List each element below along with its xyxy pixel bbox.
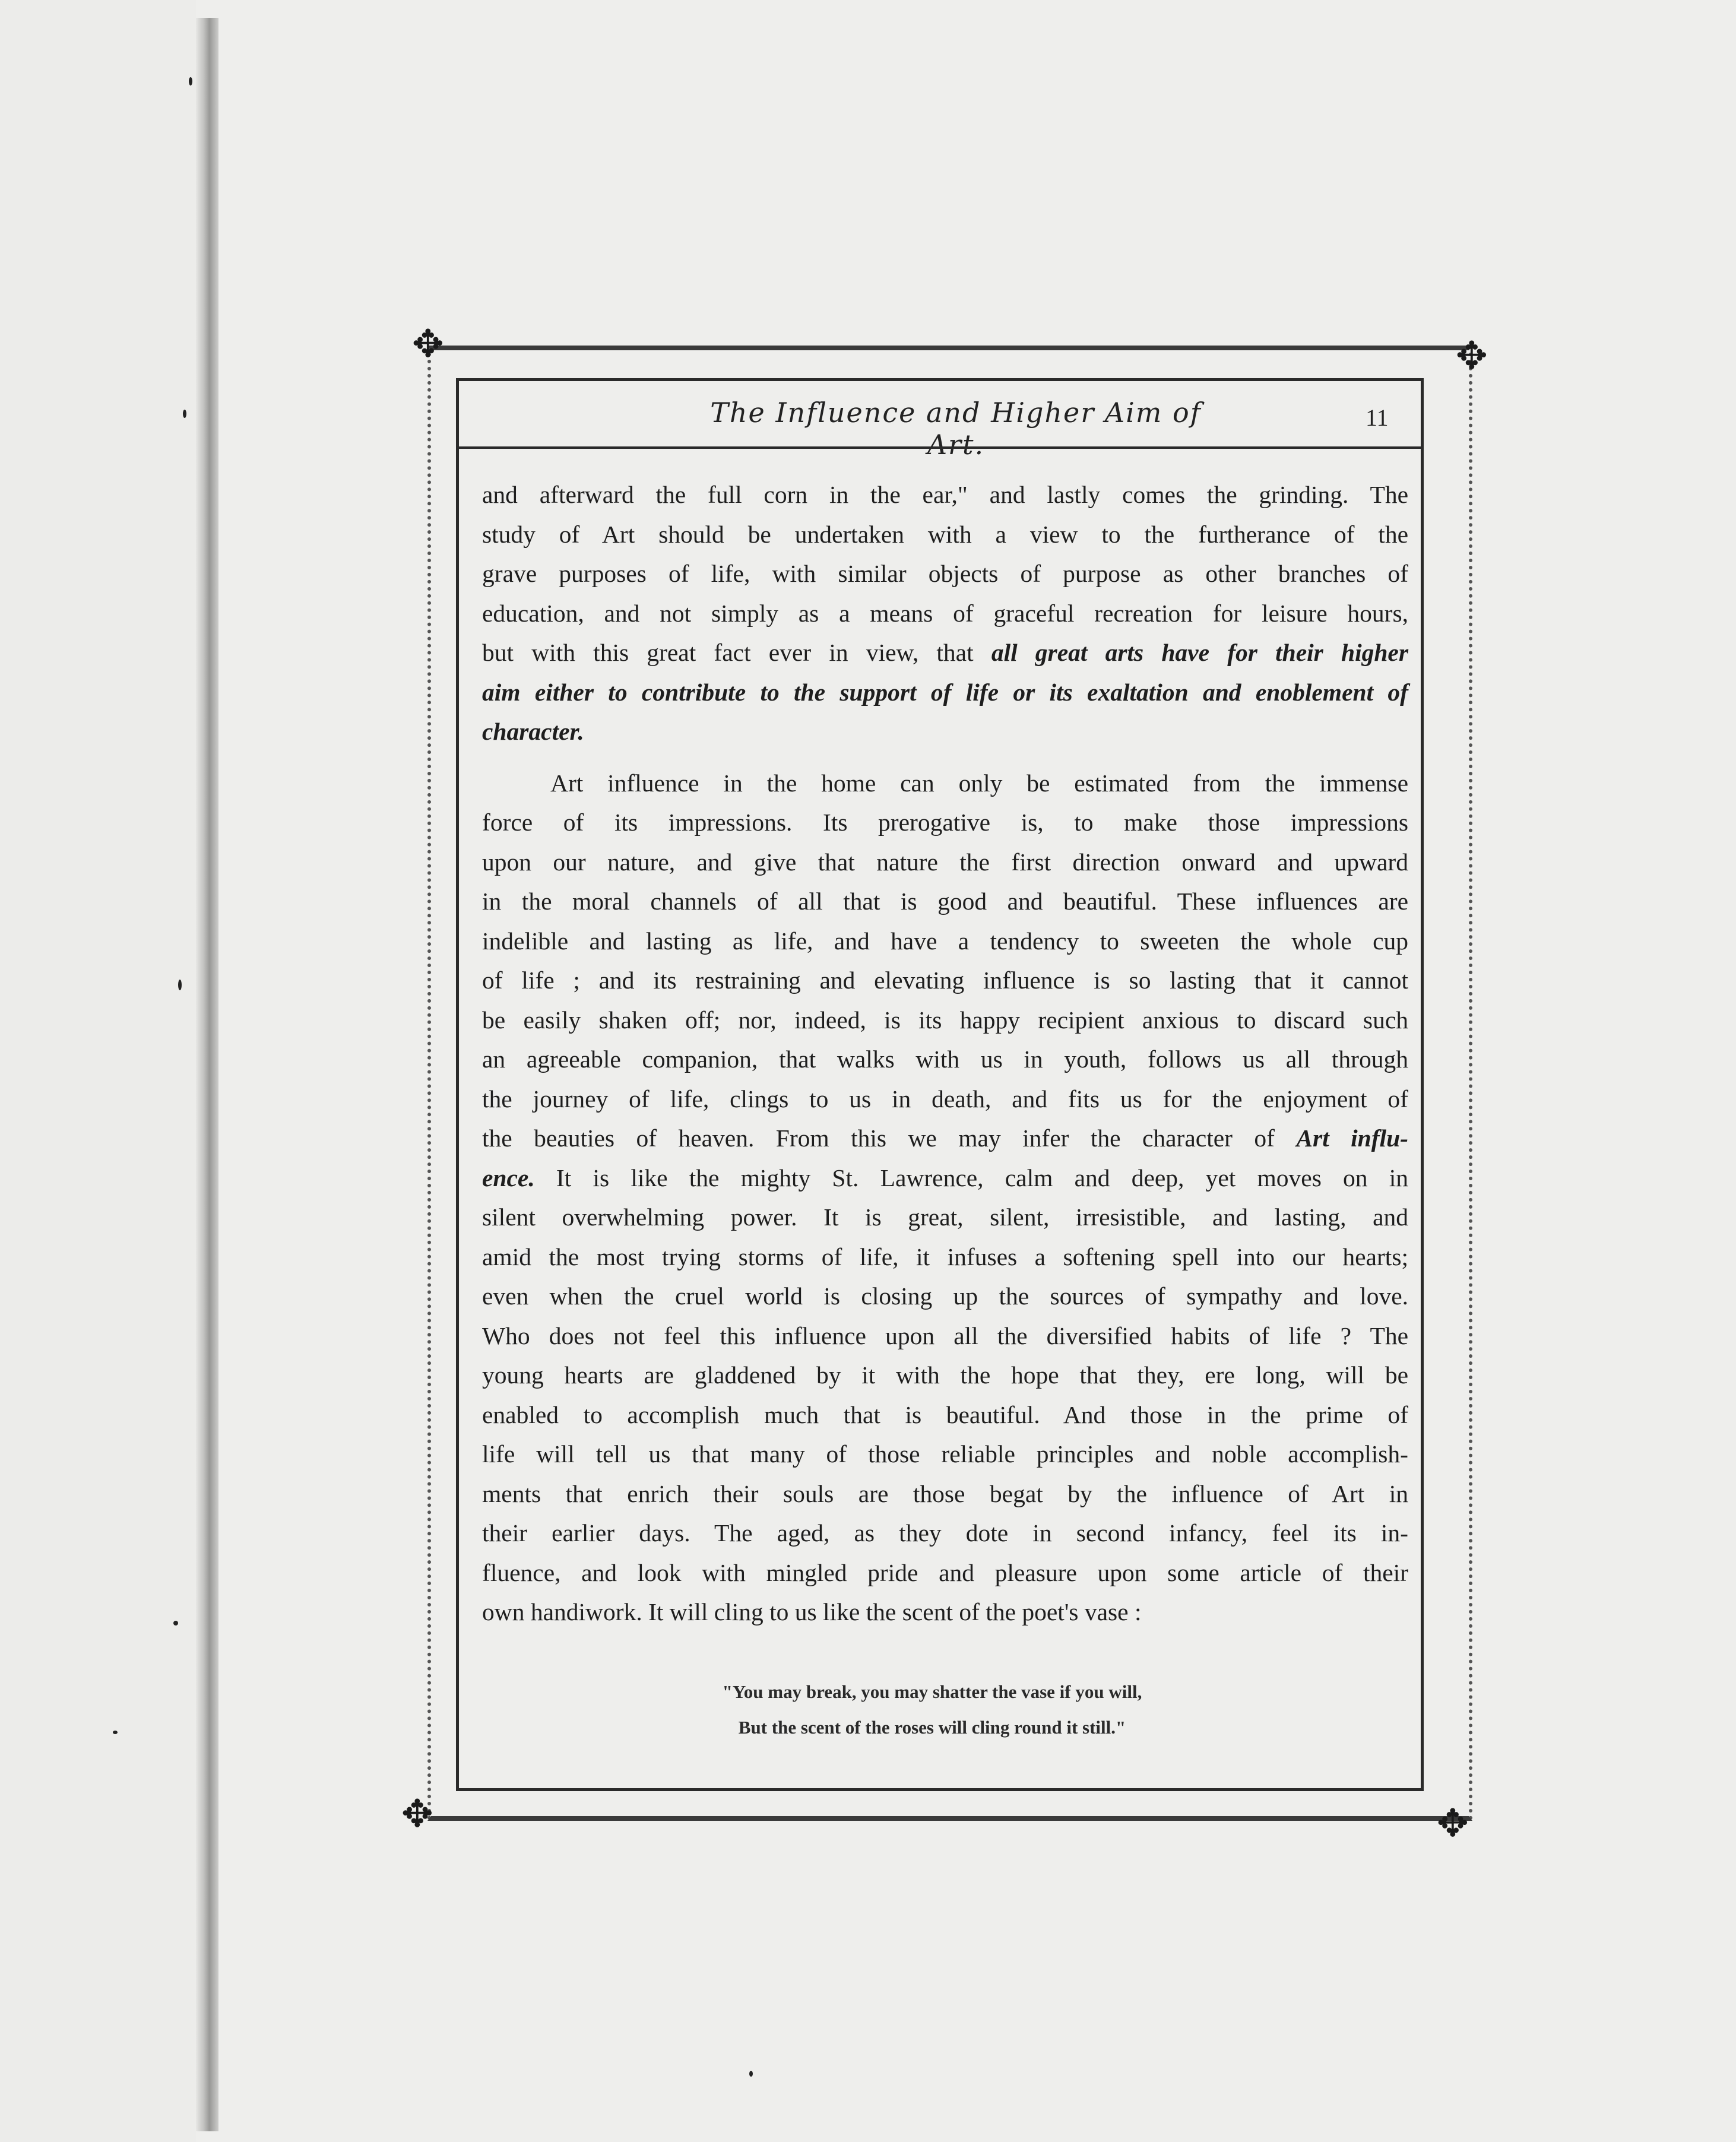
- text-line: amid the most trying storms of life, it infuses a softening spell into our hearts;: [482, 1243, 1408, 1270]
- poem-quote: [606, 1674, 1259, 1745]
- text-segment: the beauties of heaven. From this we may infer the character of: [482, 1124, 1275, 1152]
- text-line: ments that enrich their souls are those begat by the influence of Art in: [482, 1479, 1408, 1507]
- speck: [113, 1731, 118, 1734]
- quote-line: "You may break, you may shatter the vase if you will,: [722, 1681, 1142, 1702]
- text-line: [482, 673, 1408, 712]
- emphasis-text: aim either to contribute to the support of life or its exaltation and enoblement of: [482, 678, 1408, 706]
- text-line: be easily shaken off; nor, indeed, is its happy recipient anxious to discard such: [482, 1006, 1408, 1034]
- text-line: young hearts are gladdened by it with the hope that they, ere long, will be: [482, 1361, 1408, 1389]
- speck: [749, 2071, 753, 2077]
- text-line: in the moral channels of all that is good and beautiful. These influences are: [482, 888, 1408, 915]
- quote-line: But the scent of the roses will cling round it still.": [738, 1717, 1126, 1738]
- text-line: Who does not feel this influence upon all the diversified habits of life ? The: [482, 1322, 1408, 1349]
- emphasis-text: ence.: [482, 1164, 535, 1192]
- book-binding-edge: [196, 18, 218, 2131]
- text-line: even when the cruel world is closing up the sources of sympathy and love.: [482, 1282, 1408, 1310]
- text-line: of life ; and its restraining and elevating influence is so lasting that it cannot: [482, 967, 1408, 994]
- emphasis-text: all great arts have for their higher: [991, 639, 1409, 666]
- text-line: [482, 633, 1408, 673]
- text-line: their earlier days. The aged, as they dote in second infancy, feel its in-: [482, 1519, 1408, 1547]
- text-line: silent overwhelming power. It is great, silent, irresistible, and lasting, and: [482, 1203, 1408, 1231]
- text-line: enabled to accomplish much that is beautiful. And those in the prime of: [482, 1400, 1408, 1428]
- speck: [189, 77, 192, 85]
- text-segment: It is like the mighty St. Lawrence, calm and deep, yet moves on in: [556, 1164, 1409, 1192]
- text-line: an agreeable companion, that walks with us in youth, follows us all through: [482, 1045, 1408, 1073]
- speck: [183, 410, 186, 418]
- text-line: force of its impressions. Its prerogative is, to make those impressions: [482, 809, 1408, 836]
- text-line: life will tell us that many of those reliable principles and noble accomplish-: [482, 1440, 1408, 1468]
- text-line: and afterward the full corn in the ear," and lastly comes the grinding. The: [482, 481, 1408, 508]
- text-line: [482, 712, 1408, 752]
- text-line: Art influence in the home can only be estimated from the immense: [550, 769, 1408, 797]
- left-page-margin: [0, 0, 196, 2142]
- body-text: [482, 475, 1408, 1632]
- speck: [173, 1621, 178, 1625]
- text-line: [482, 1118, 1408, 1158]
- emphasis-text: character.: [482, 718, 584, 745]
- speck: [178, 980, 182, 990]
- paragraph-2: [482, 763, 1408, 1632]
- paragraph-1: [482, 475, 1408, 752]
- text-line: education, and not simply as a means of graceful recreation for leisure hours,: [482, 599, 1408, 627]
- header-rule: [456, 446, 1424, 449]
- text-line: the journey of life, clings to us in death, and fits us for the enjoyment of: [482, 1085, 1408, 1113]
- corner-ornament-icon: ✥: [412, 322, 444, 366]
- emphasis-text: Art influ-: [1296, 1124, 1408, 1152]
- text-line: fluence, and look with mingled pride and pleasure upon some article of their: [482, 1558, 1408, 1586]
- text-segment: but with this great fact ever in view, that: [482, 639, 974, 666]
- corner-ornament-icon: ✥: [1456, 334, 1488, 378]
- text-line: grave purposes of life, with similar objects of purpose as other branches of: [482, 560, 1408, 587]
- page-number: 11: [1366, 404, 1389, 431]
- text-line: [482, 1158, 1408, 1198]
- text-line: indelible and lasting as life, and have a tendency to sweeten the whole cup: [482, 927, 1408, 955]
- running-head: The Influence and Higher Aim of Art.: [710, 397, 1202, 461]
- corner-ornament-icon: ✥: [1437, 1802, 1469, 1846]
- text-line: own handiwork. It will cling to us like the scent of the poet's vase :: [482, 1598, 1142, 1625]
- text-line: study of Art should be undertaken with a view to the furtherance of the: [482, 520, 1408, 548]
- text-line: upon our nature, and give that nature the first direction onward and upward: [482, 848, 1408, 876]
- corner-ornament-icon: ✥: [401, 1792, 433, 1836]
